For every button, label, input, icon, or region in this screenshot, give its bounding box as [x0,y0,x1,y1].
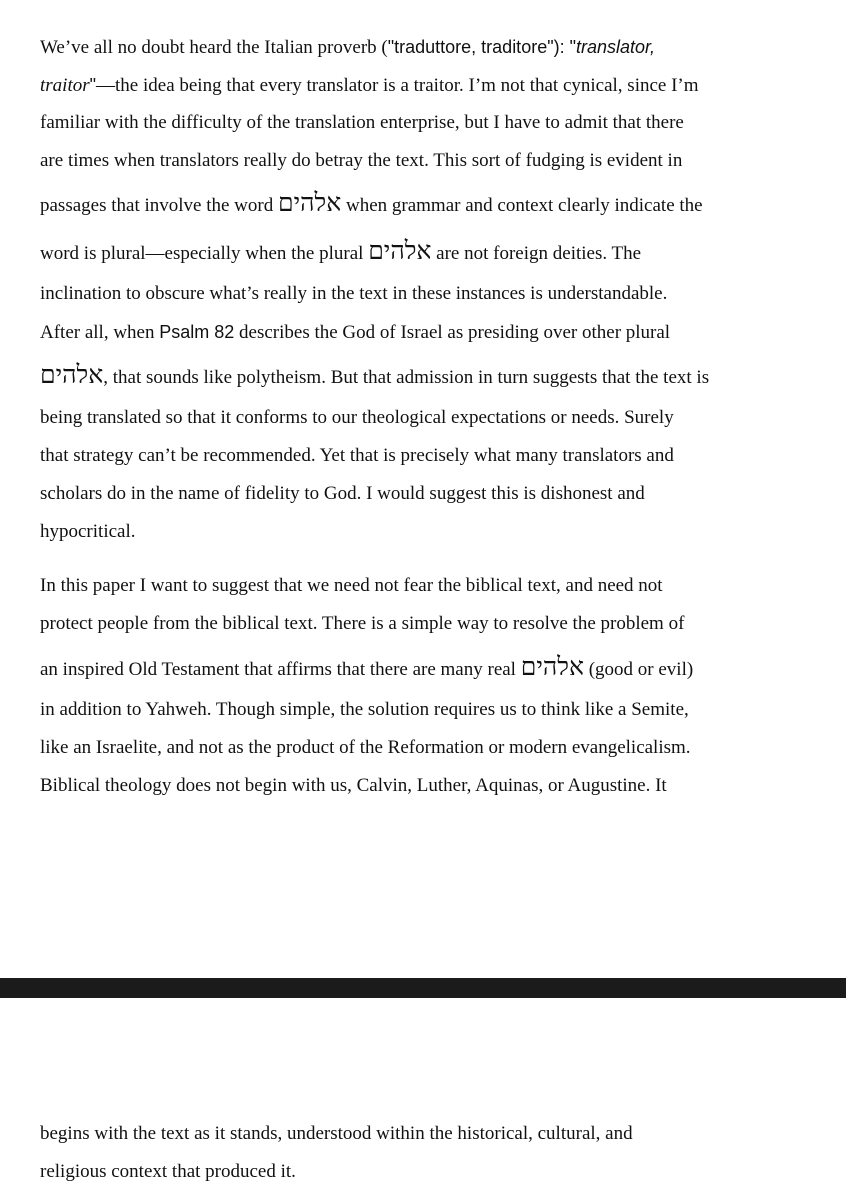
text-line [40,652,694,681]
text-line: familiar with the difficulty of the translation enterprise, but I have to admit that there [40,112,684,133]
text-line: scholars do in the name of fidelity to God. I would suggest this is dishonest and [40,483,645,504]
text-line: in addition to Yahweh. Though simple, the solution requires us to think like a Semite, [40,699,689,720]
text-line: Biblical theology does not begin with us, Calvin, Luther, Aquinas, or Augustine. It [40,775,667,796]
italic-translator: translator, [575,37,656,57]
hebrew-word: אלהים [520,652,584,681]
text-line [40,236,642,265]
text-segment: describes the God of Israel as presiding over other plural [234,322,671,343]
text-segment: We’ve all no doubt heard the Italian proverb ( [40,37,388,58]
text-segment: , that sounds like polytheism. But that admission in turn suggests that the text is [103,367,710,388]
page-break-bar [0,978,846,998]
text-line: protect people from the biblical text. There is a simple way to resolve the problem of [40,613,685,634]
text-line: religious context that produced it. [40,1161,296,1182]
text-segment: are not foreign deities. The [431,243,642,264]
text-line: inclination to obscure what’s really in the text in these instances is understandable. [40,283,668,304]
text-line: In this paper I want to suggest that we need not fear the biblical text, and need not [40,575,663,596]
text-line [40,320,670,346]
text-line [40,35,655,61]
text-line [40,73,699,99]
text-segment: After all, when [40,322,160,343]
italic-traitor: traitor [40,75,90,96]
hebrew-word: אלהים [40,360,104,389]
text-segment: (good or evil) [583,659,694,680]
document-page-2 [0,998,846,1200]
text-line [40,360,710,389]
closing-quote: " [89,75,97,95]
scripture-reference: Psalm 82 [159,322,235,342]
text-segment: word is plural—especially when the plural [40,243,369,264]
text-segment: an inspired Old Testament that affirms that there are many real [40,659,521,680]
text-line: are times when translators really do betray the text. This sort of fudging is evident in [40,150,683,171]
text-segment: when grammar and context clearly indicate the [341,195,703,216]
quoted-proverb: "traduttore, traditore"): " [387,37,576,57]
text-line: being translated so that it conforms to our theological expectations or needs. Surely [40,407,674,428]
text-segment: —the idea being that every translator is a traitor. I’m not that cynical, since I’m [96,75,699,96]
text-line [40,188,703,217]
hebrew-word: אלהים [368,236,432,265]
text-line: hypocritical. [40,521,136,542]
text-line: begins with the text as it stands, understood within the historical, cultural, and [40,1123,633,1144]
text-line: like an Israelite, and not as the product of the Reformation or modern evangelicalism. [40,737,691,758]
hebrew-word: אלהים [277,188,342,217]
text-segment: passages that involve the word [40,195,278,216]
text-line: that strategy can’t be recommended. Yet that is precisely what many translators and [40,445,674,466]
